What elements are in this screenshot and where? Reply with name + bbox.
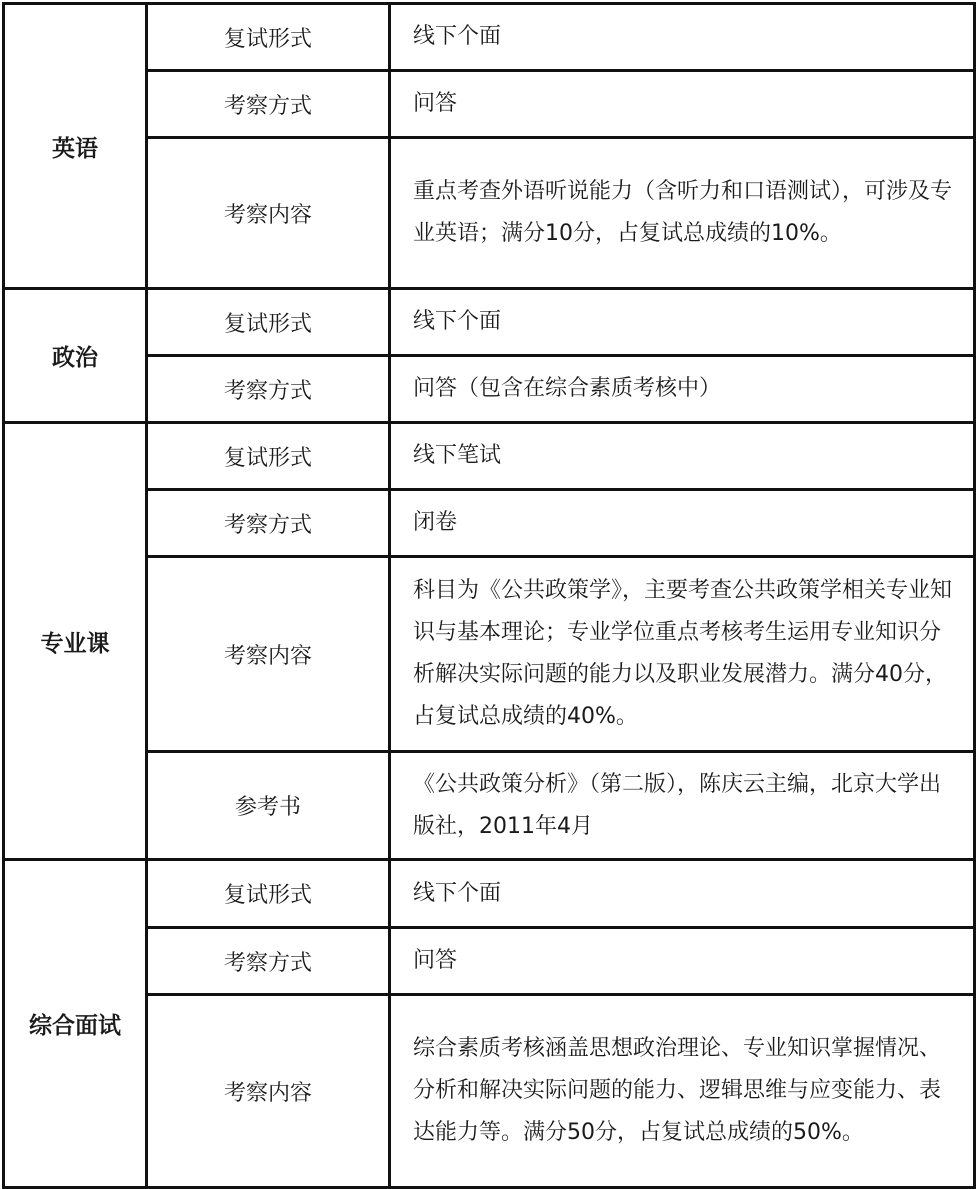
detail-cell: 综合素质考核涵盖思想政治理论、专业知识掌握情况、分析和解决实际问题的能力、逻辑思维与应变能力、表达能力等。满分50分，占复试总成绩的50%。 bbox=[390, 995, 975, 1188]
table-row bbox=[4, 4, 975, 71]
item-label-cell: 考察内容 bbox=[147, 995, 390, 1188]
detail-cell: 重点考查外语听说能力（含听力和口语测试），可涉及专业英语；满分10分，占复试总成绩的10%。 bbox=[390, 138, 975, 289]
detail-cell: 问答（包含在综合素质考核中） bbox=[390, 356, 975, 423]
subject-cell-comprehensive-interview: 综合面试 bbox=[4, 860, 147, 1188]
table-row bbox=[4, 860, 975, 928]
detail-cell: 线下笔试 bbox=[390, 423, 975, 490]
table-row bbox=[4, 71, 975, 138]
subject-cell-major-course: 专业课 bbox=[4, 423, 147, 860]
item-label-cell: 参考书 bbox=[147, 752, 390, 860]
detail-cell: 线下个面 bbox=[390, 860, 975, 928]
detail-cell: 问答 bbox=[390, 71, 975, 138]
item-label-cell: 复试形式 bbox=[147, 860, 390, 928]
table-row bbox=[4, 289, 975, 356]
detail-cell: 《公共政策分析》（第二版），陈庆云主编，北京大学出版社，2011年4月 bbox=[390, 752, 975, 860]
detail-cell: 线下个面 bbox=[390, 289, 975, 356]
table-row bbox=[4, 928, 975, 995]
table-row bbox=[4, 557, 975, 752]
table-row bbox=[4, 995, 975, 1188]
table-row bbox=[4, 490, 975, 557]
item-label-cell: 考察方式 bbox=[147, 356, 390, 423]
table-row bbox=[4, 752, 975, 860]
detail-cell: 线下个面 bbox=[390, 4, 975, 71]
subject-cell-politics: 政治 bbox=[4, 289, 147, 423]
item-label-cell: 考察方式 bbox=[147, 928, 390, 995]
detail-cell: 问答 bbox=[390, 928, 975, 995]
item-label-cell: 复试形式 bbox=[147, 289, 390, 356]
subject-cell-english: 英语 bbox=[4, 4, 147, 289]
table-row bbox=[4, 356, 975, 423]
retest-info-table bbox=[2, 2, 976, 1189]
table-row bbox=[4, 138, 975, 289]
item-label-cell: 考察方式 bbox=[147, 490, 390, 557]
table-row bbox=[4, 423, 975, 490]
item-label-cell: 复试形式 bbox=[147, 423, 390, 490]
detail-cell: 科目为《公共政策学》，主要考查公共政策学相关专业知识与基本理论；专业学位重点考核考生运用专业知识分析解决实际问题的能力以及职业发展潜力。满分40分，占复试总成绩的40%。 bbox=[390, 557, 975, 752]
item-label-cell: 复试形式 bbox=[147, 4, 390, 71]
item-label-cell: 考察内容 bbox=[147, 557, 390, 752]
item-label-cell: 考察方式 bbox=[147, 71, 390, 138]
item-label-cell: 考察内容 bbox=[147, 138, 390, 289]
detail-cell: 闭卷 bbox=[390, 490, 975, 557]
